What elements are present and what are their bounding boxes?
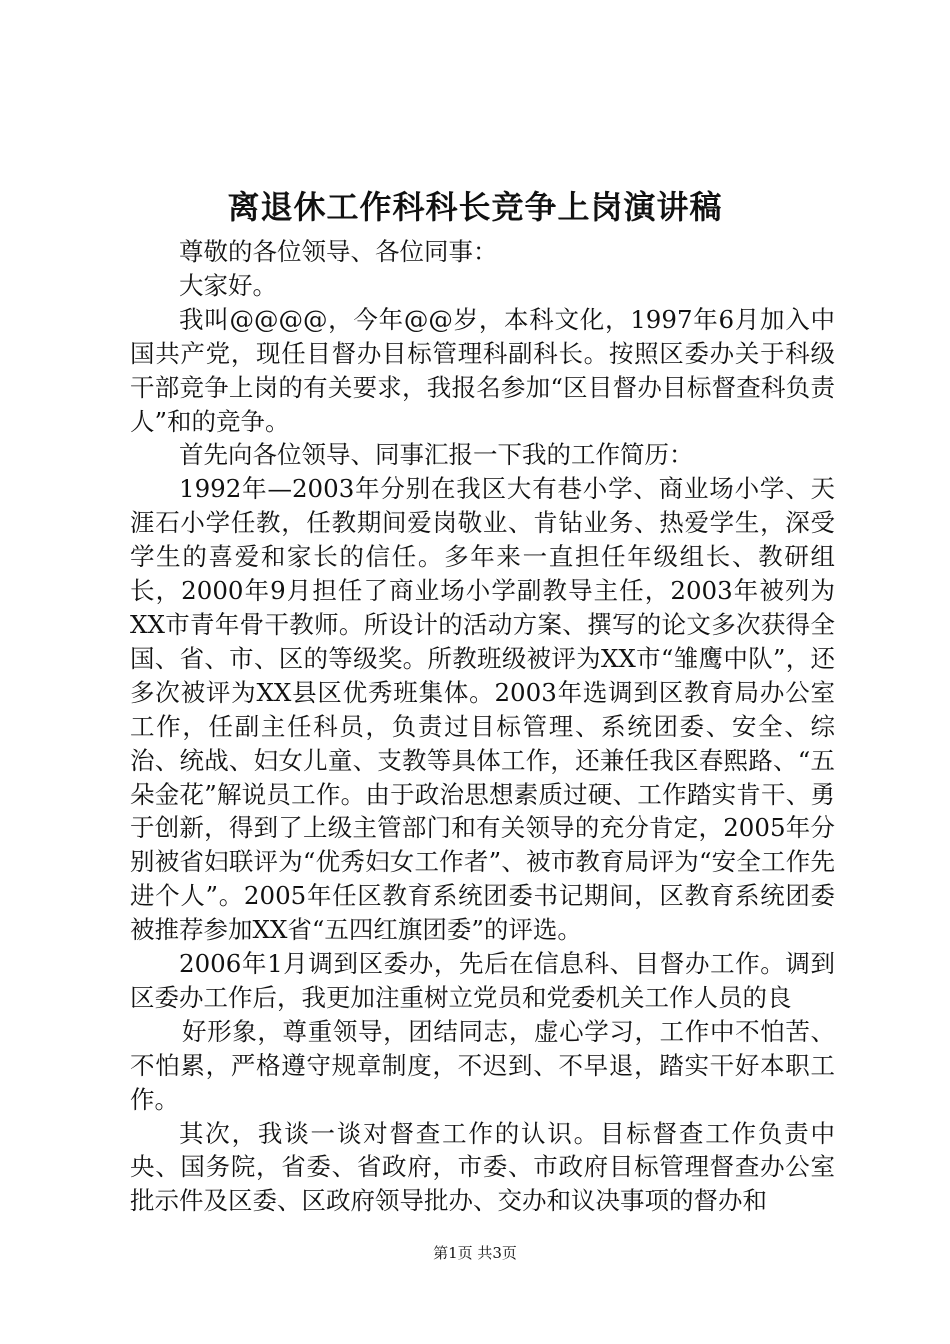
- paragraph-introduction: 我叫@@@@，今年@@岁，本科文化，1997年6月加入中国共产党，现任目督办目标管理科副科长。按照区委办关于科级干部竞争上岗的有关要求，我报名参加“区目督办目标督查科负责人”和的竞争。: [130, 304, 835, 436]
- salutation: 尊敬的各位领导、各位同事：: [179, 237, 498, 266]
- paragraph-supervision: 其次，我谈一谈对督查工作的认识。目标督查工作负责中央、国务院，省委、省政府，市委、市政府目标管理督查办公室批示件及区委、区政府领导批办、交办和议决事项的督办和: [130, 1118, 835, 1216]
- paragraph-district-office: 2006年1月调到区委办，先后在信息科、目督办工作。调到区委办工作后，我更加注重树立党员和党委机关工作人员的良: [130, 949, 835, 1012]
- greeting: 大家好。: [179, 270, 277, 300]
- page-footer: 第1页 共3页: [433, 1244, 517, 1262]
- paragraph-conduct: 好形象，尊重领导，团结同志，虚心学习，工作中不怕苦、不怕累，严格遵守规章制度，不迟到、不早退，踏实干好本职工作。: [130, 1016, 835, 1114]
- document-title: 离退休工作科科长竞争上岗演讲稿: [227, 188, 723, 226]
- paragraph-work-history: 1992年—2003年分别在我区大有巷小学、商业场小学、天涯石小学任教，任教期间爱岗敬业、肯钻业务、热爱学生，深受学生的喜爱和家长的信任。多年来一直担任年级组长、教研组长，2000年9月担任了商业场小学副教导主任，2003年被列为XX市青年骨干教师。所设计的活动方案、撰写的论文多次获得全国、省、市、区的等级奖。所教班级被评为XX市“雏鹰中队”，还多次被评为XX县区优秀班集体。2003年选调到区教育局办公室工作，任副主任科员，负责过目标管理、系统团委、安全、综治、统战、妇女儿童、支教等具体工作，还兼任我区春熙路、“五朵金花”解说员工作。由于政治思想素质过硬、工作踏实肯干、勇于创新，得到了上级主管部门和有关领导的充分肯定，2005年分别被省妇联评为“优秀妇女工作者”、被市教育局评为“安全工作先进个人”。2005年任区教育系统团委书记期间，区教育系统团委被推荐参加XX省“五四红旗团委”的评选。: [130, 474, 835, 945]
- paragraph-resume-intro: 首先向各位领导、同事汇报一下我的工作简历：: [179, 440, 694, 470]
- document-body: [130, 235, 835, 1218]
